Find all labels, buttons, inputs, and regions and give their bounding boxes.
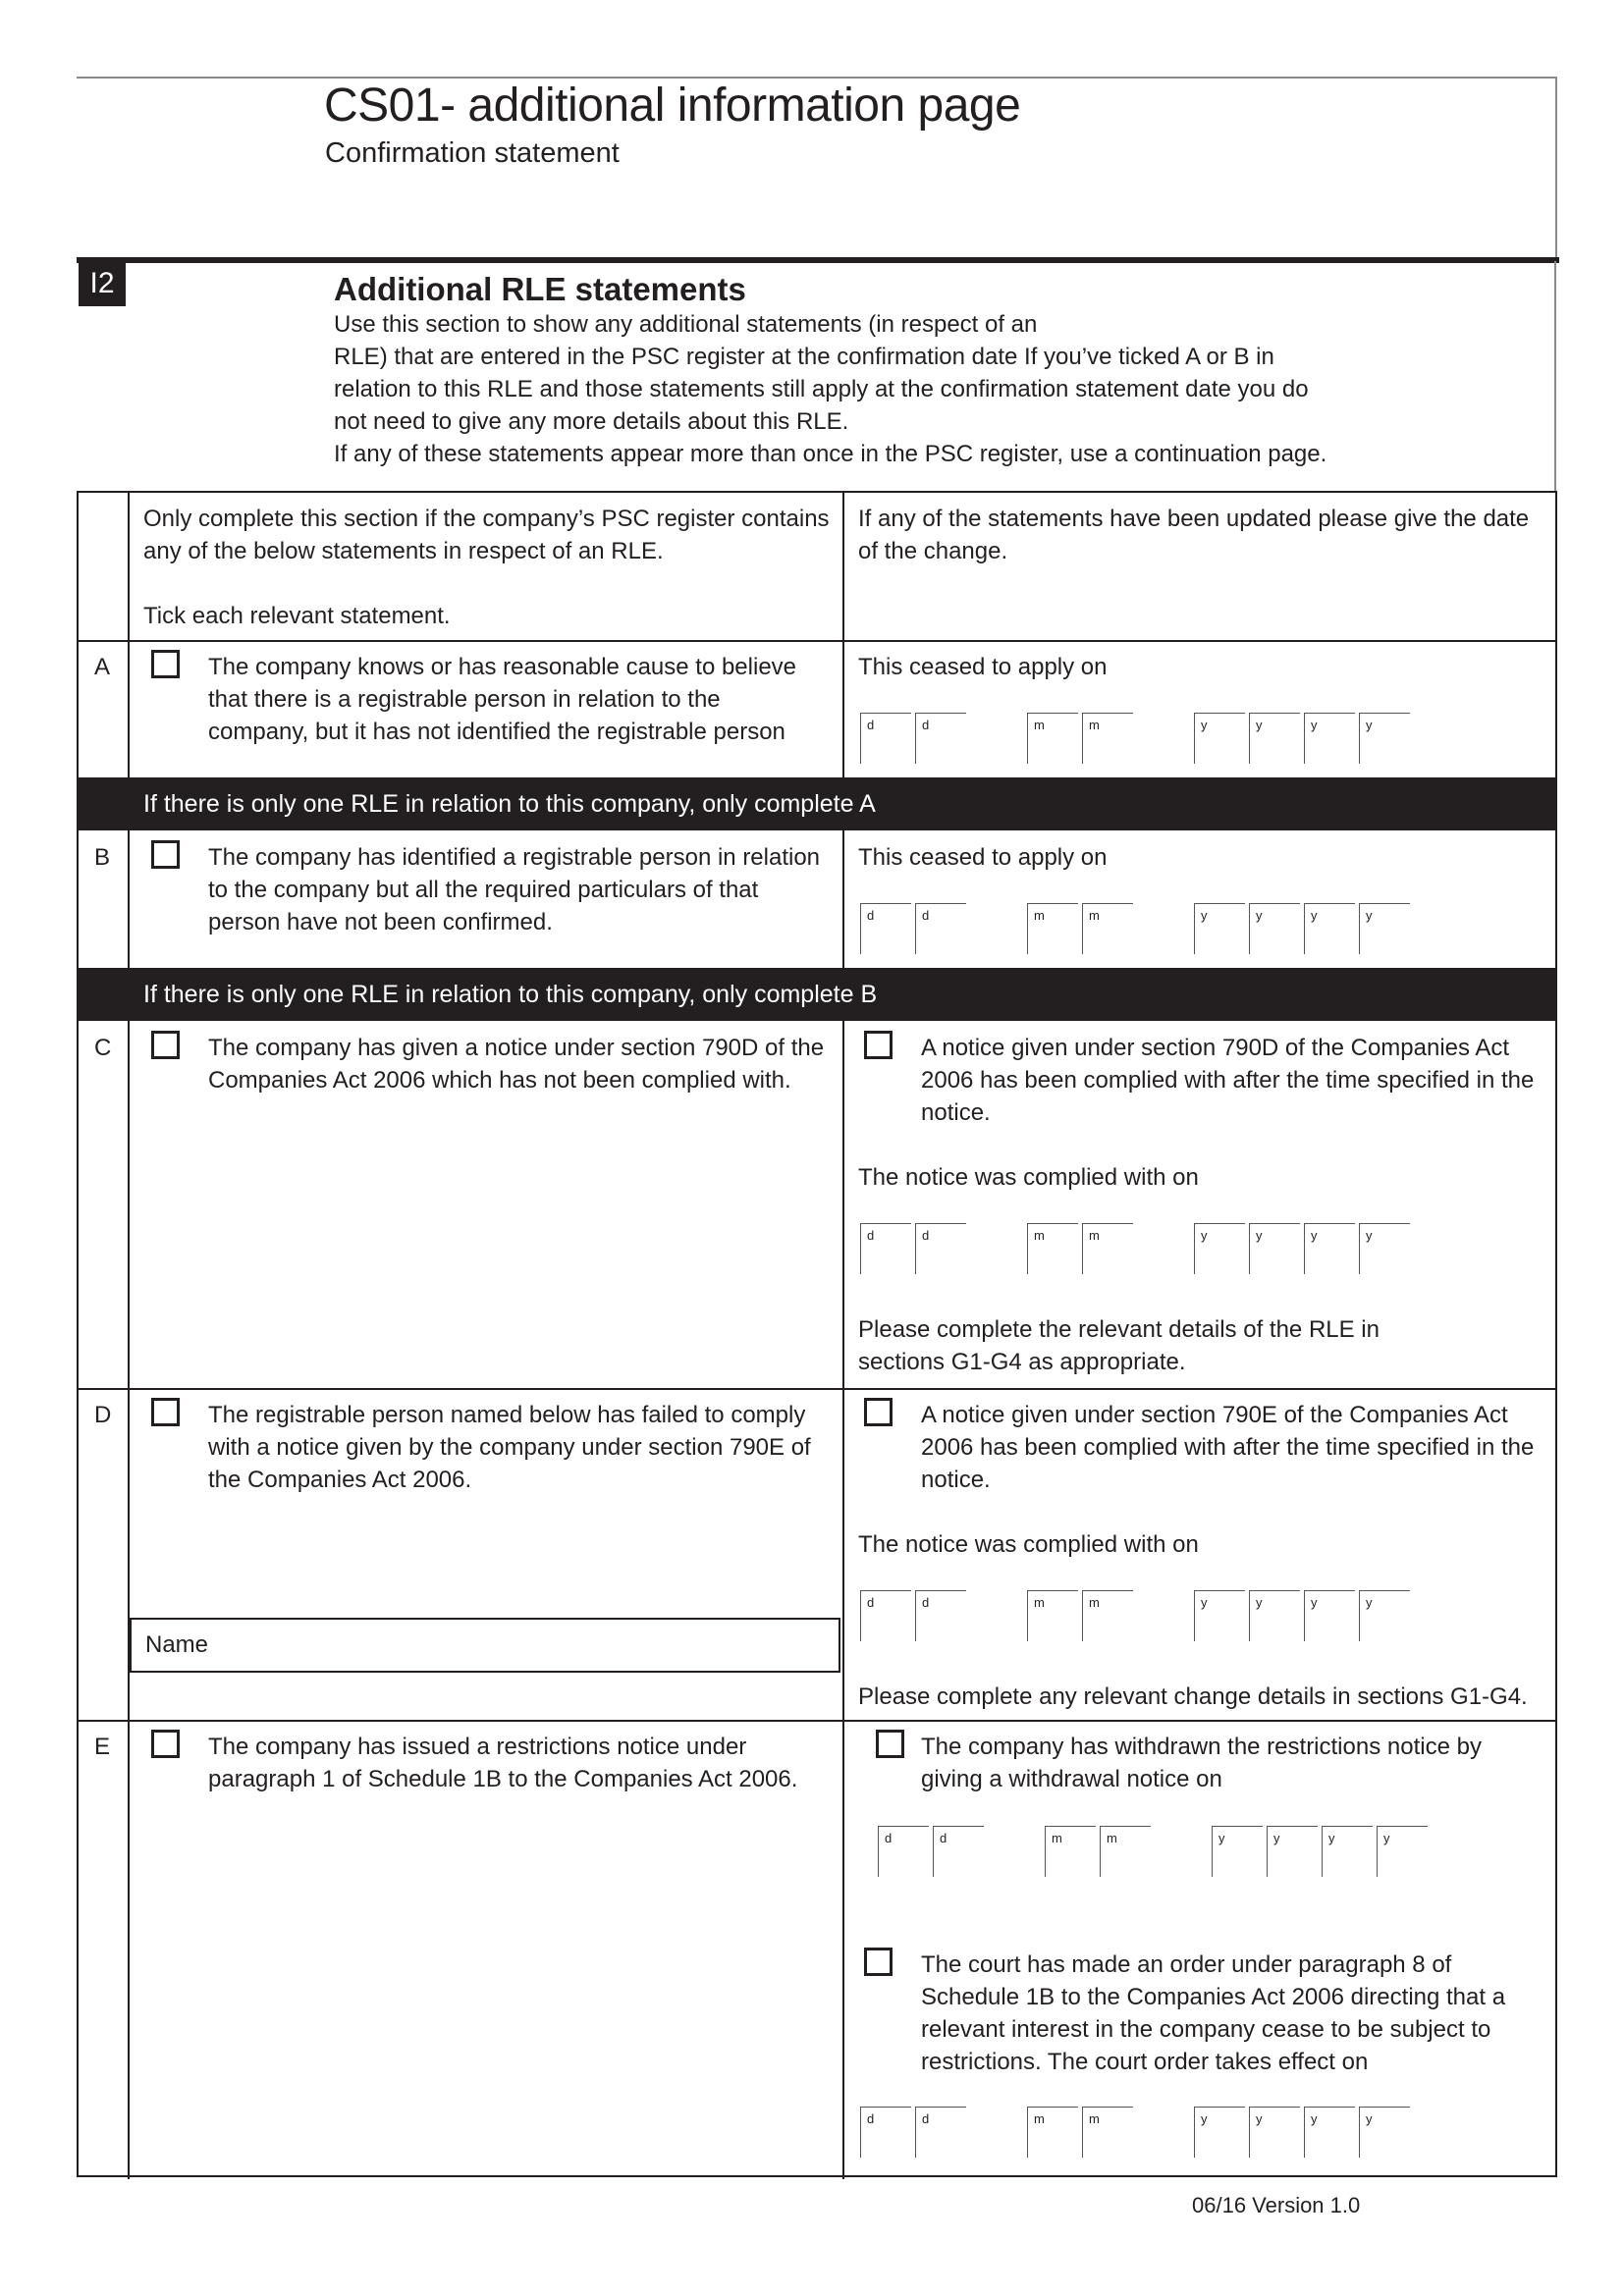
- text-line: 2006 has been complied with after the time specified in the: [921, 1434, 1535, 1461]
- text-line: notice.: [921, 1099, 991, 1126]
- row-divider: [79, 1720, 1555, 1722]
- row-e-withdrawn-text: [921, 1731, 1482, 1795]
- text-line: restrictions. The court order takes effect on: [921, 2049, 1369, 2075]
- checkbox-d-complied[interactable]: [864, 1398, 893, 1426]
- date-digit-m[interactable]: [1027, 903, 1078, 954]
- text-line: any of the below statements in respect of an RLE.: [143, 538, 664, 564]
- date-digit-label: y: [1366, 1228, 1373, 1243]
- date-digit-label: d: [922, 2111, 930, 2126]
- date-digit-y[interactable]: [1249, 903, 1300, 954]
- row-c-statement: [208, 1032, 824, 1096]
- row-e-court-order-date-field[interactable]: [860, 2107, 1410, 2158]
- date-digit-d[interactable]: [915, 713, 966, 764]
- date-digit-y[interactable]: [1304, 713, 1355, 764]
- date-digit-label: d: [867, 908, 875, 923]
- date-digit-y[interactable]: [1359, 2107, 1410, 2158]
- statements-table: [77, 491, 1557, 2177]
- date-digit-label: m: [1034, 718, 1045, 732]
- page-subtitle: Confirmation statement: [325, 137, 620, 169]
- date-digit-label: d: [922, 908, 930, 923]
- date-digit-m[interactable]: [1027, 2107, 1078, 2158]
- row-c-note: [858, 1313, 1380, 1378]
- date-digit-y[interactable]: [1359, 1590, 1410, 1641]
- text-line: the Companies Act 2006.: [208, 1467, 472, 1493]
- text-line: that there is a registrable person in relation to the: [208, 686, 721, 713]
- text-line: of the change.: [858, 538, 1008, 564]
- name-label: Name: [145, 1631, 209, 1658]
- date-digit-label: y: [1201, 718, 1208, 732]
- date-digit-m[interactable]: [1082, 713, 1133, 764]
- text-line: Only complete this section if the company’s PSC register contains: [143, 506, 830, 532]
- row-b-date-field[interactable]: [860, 903, 1410, 954]
- date-digit-label: y: [1311, 2111, 1318, 2126]
- date-digit-label: y: [1383, 1831, 1390, 1845]
- date-digit-label: d: [940, 1831, 947, 1845]
- date-digit-label: y: [1201, 1228, 1208, 1243]
- row-d-complied-label: The notice was complied with on: [858, 1531, 1199, 1558]
- date-digit-y[interactable]: [1249, 1590, 1300, 1641]
- col-divider: [842, 1021, 844, 2179]
- date-digit-label: y: [1218, 1831, 1225, 1845]
- row-b-ceased-label: This ceased to apply on: [858, 844, 1108, 871]
- date-digit-label: m: [1107, 1831, 1117, 1845]
- text-line: with a notice given by the company under section 790E of: [208, 1434, 811, 1461]
- date-digit-label: y: [1328, 1831, 1335, 1845]
- date-digit-d[interactable]: [860, 713, 911, 764]
- date-digit-m[interactable]: [1100, 1826, 1151, 1877]
- date-digit-label: y: [1366, 1595, 1373, 1610]
- date-digit-y[interactable]: [1359, 1223, 1410, 1274]
- date-digit-label: d: [922, 718, 930, 732]
- row-b-statement: [208, 841, 820, 938]
- date-digit-y[interactable]: [1249, 1223, 1300, 1274]
- text-line: person have not been confirmed.: [208, 909, 553, 935]
- text-line: company, but it has not identified the registrable person: [208, 719, 785, 745]
- checkbox-e[interactable]: [151, 1730, 180, 1758]
- checkbox-e-withdrawn[interactable]: [876, 1730, 904, 1758]
- date-digit-y[interactable]: [1267, 1826, 1318, 1877]
- section-number: I2: [79, 261, 126, 306]
- text-line: The company has withdrawn the restrictions notice by: [921, 1734, 1482, 1760]
- section-intro: [334, 308, 1345, 470]
- intro-line: If any of these statements appear more than once in the PSC register, use a continuation page.: [334, 441, 1327, 467]
- date-digit-label: d: [867, 1595, 875, 1610]
- text-line: 2006 has been complied with after the time specified in the: [921, 1067, 1535, 1094]
- date-digit-y[interactable]: [1194, 903, 1245, 954]
- text-line: notice.: [921, 1467, 991, 1493]
- text-line: A notice given under section 790D of the Companies Act: [921, 1035, 1510, 1061]
- checkbox-a[interactable]: [151, 650, 180, 678]
- row-d-note: Please complete any relevant change details in sections G1-G4.: [858, 1683, 1528, 1710]
- row-a-date-field[interactable]: [860, 713, 1410, 764]
- checkbox-e-court-order[interactable]: [864, 1948, 893, 1976]
- row-a-statement: [208, 651, 796, 748]
- name-field[interactable]: [130, 1618, 840, 1673]
- date-digit-d[interactable]: [860, 1590, 911, 1641]
- date-digit-label: y: [1311, 908, 1318, 923]
- row-d-date-field[interactable]: [860, 1590, 1410, 1641]
- col-divider: [128, 1021, 130, 2179]
- date-digit-label: y: [1311, 1595, 1318, 1610]
- date-digit-y[interactable]: [1249, 713, 1300, 764]
- text-line: A notice given under section 790E of the Companies Act: [921, 1402, 1508, 1428]
- row-letter-a: A: [94, 654, 111, 680]
- date-digit-y[interactable]: [1322, 1826, 1373, 1877]
- date-digit-y[interactable]: [1212, 1826, 1263, 1877]
- section-right-rule: [1554, 261, 1556, 493]
- col-divider: [842, 830, 844, 968]
- date-digit-label: m: [1052, 1831, 1062, 1845]
- text-line: The court has made an order under paragraph 8 of: [921, 1951, 1452, 1978]
- checkbox-c[interactable]: [151, 1031, 180, 1059]
- row-c-complied-text: [921, 1032, 1534, 1129]
- row-d-complied-text: [921, 1399, 1534, 1496]
- text-line: sections G1-G4 as appropriate.: [858, 1349, 1186, 1375]
- date-digit-m[interactable]: [1027, 1590, 1078, 1641]
- date-digit-y[interactable]: [1194, 713, 1245, 764]
- date-digit-label: d: [867, 718, 875, 732]
- date-digit-label: m: [1034, 1228, 1045, 1243]
- date-digit-label: y: [1256, 908, 1263, 923]
- page-title: CS01- additional information page: [324, 80, 1021, 132]
- intro-line: RLE) that are entered in the PSC register at the confirmation date If you’ve ticked A or B in: [334, 344, 1274, 370]
- row-e-statement: [208, 1731, 797, 1795]
- text-line: to the company but all the required particulars of that: [208, 877, 759, 903]
- date-digit-m[interactable]: [1082, 1590, 1133, 1641]
- text-line: The registrable person named below has failed to comply: [208, 1402, 806, 1428]
- row-letter-d: D: [94, 1402, 112, 1428]
- text-line: paragraph 1 of Schedule 1B to the Companies Act 2006.: [208, 1766, 798, 1792]
- intro-line: Use this section to show any additional statements (in respect of an: [334, 311, 1038, 338]
- col-divider: [842, 493, 844, 777]
- text-line: The company knows or has reasonable cause to believe: [208, 654, 797, 680]
- checkbox-d[interactable]: [151, 1398, 180, 1426]
- date-digit-label: d: [867, 2111, 875, 2126]
- head-left-text: [143, 503, 830, 632]
- row-c-complied-label: The notice was complied with on: [858, 1164, 1199, 1191]
- date-digit-label: d: [922, 1228, 930, 1243]
- date-digit-label: d: [885, 1831, 893, 1845]
- row-letter-b: B: [94, 844, 111, 871]
- intro-line: relation to this RLE and those statements still apply at the confirmation statement date you do: [334, 376, 1309, 402]
- date-digit-label: m: [1089, 1228, 1100, 1243]
- date-digit-y[interactable]: [1304, 1223, 1355, 1274]
- row-divider: [79, 640, 1555, 642]
- text-line: Companies Act 2006 which has not been complied with.: [208, 1067, 791, 1094]
- row-e-withdrawal-date-field[interactable]: [878, 1826, 1428, 1877]
- date-digit-d[interactable]: [915, 2107, 966, 2158]
- date-digit-y[interactable]: [1359, 713, 1410, 764]
- date-digit-d[interactable]: [915, 1590, 966, 1641]
- date-digit-y[interactable]: [1304, 1590, 1355, 1641]
- date-digit-label: m: [1089, 718, 1100, 732]
- date-digit-label: m: [1034, 1595, 1045, 1610]
- row-divider: [79, 1388, 1555, 1390]
- date-digit-label: y: [1256, 2111, 1263, 2126]
- text-line: Tick each relevant statement.: [143, 603, 451, 629]
- date-digit-label: m: [1089, 2111, 1100, 2126]
- version-footer: 06/16 Version 1.0: [1192, 2193, 1361, 2217]
- text-line: If any of the statements have been updated please give the date: [858, 506, 1530, 532]
- text-line: Schedule 1B to the Companies Act 2006 directing that a: [921, 1984, 1506, 2010]
- text-line: The company has given a notice under section 790D of the: [208, 1035, 825, 1061]
- head-right-text: [858, 503, 1529, 567]
- band-only-complete-a: If there is only one RLE in relation to this company, only complete A: [79, 777, 1555, 830]
- col-divider: [128, 830, 130, 968]
- date-digit-label: m: [1034, 908, 1045, 923]
- row-letter-c: C: [94, 1035, 112, 1061]
- date-digit-label: y: [1201, 1595, 1208, 1610]
- text-line: The company has identified a registrable person in relation: [208, 844, 821, 871]
- date-digit-label: d: [922, 1595, 930, 1610]
- date-digit-d[interactable]: [860, 903, 911, 954]
- text-line: relevant interest in the company cease to be subject to: [921, 2016, 1491, 2043]
- date-digit-label: y: [1366, 908, 1373, 923]
- date-digit-d[interactable]: [915, 903, 966, 954]
- date-digit-d[interactable]: [915, 1223, 966, 1274]
- text-line: The company has issued a restrictions notice under: [208, 1734, 747, 1760]
- section-rule: [77, 257, 1559, 263]
- date-digit-d[interactable]: [878, 1826, 929, 1877]
- date-digit-label: y: [1201, 908, 1208, 923]
- checkbox-c-complied[interactable]: [864, 1031, 893, 1059]
- date-digit-label: y: [1256, 1595, 1263, 1610]
- date-digit-y[interactable]: [1377, 1826, 1428, 1877]
- text-line: Please complete the relevant details of the RLE in: [858, 1316, 1380, 1343]
- checkbox-b[interactable]: [151, 840, 180, 869]
- date-digit-m[interactable]: [1027, 713, 1078, 764]
- date-digit-label: m: [1034, 2111, 1045, 2126]
- row-a-ceased-label: This ceased to apply on: [858, 654, 1108, 680]
- date-digit-label: d: [867, 1228, 875, 1243]
- date-digit-label: y: [1273, 1831, 1280, 1845]
- date-digit-m[interactable]: [1027, 1223, 1078, 1274]
- date-digit-d[interactable]: [933, 1826, 984, 1877]
- section-title: Additional RLE statements: [334, 271, 746, 307]
- date-digit-label: y: [1256, 1228, 1263, 1243]
- date-digit-label: y: [1256, 718, 1263, 732]
- date-digit-y[interactable]: [1194, 1590, 1245, 1641]
- text-line: [143, 567, 830, 600]
- date-digit-m[interactable]: [1082, 903, 1133, 954]
- date-digit-m[interactable]: [1045, 1826, 1096, 1877]
- text-line: giving a withdrawal notice on: [921, 1766, 1222, 1792]
- intro-line: not need to give any more details about this RLE.: [334, 408, 849, 435]
- row-d-statement: [208, 1399, 811, 1496]
- band-only-complete-b: If there is only one RLE in relation to this company, only complete B: [79, 968, 1555, 1021]
- date-digit-y[interactable]: [1304, 903, 1355, 954]
- date-digit-y[interactable]: [1249, 2107, 1300, 2158]
- date-digit-d[interactable]: [860, 1223, 911, 1274]
- date-digit-label: y: [1311, 718, 1318, 732]
- date-digit-y[interactable]: [1194, 2107, 1245, 2158]
- date-digit-label: y: [1366, 2111, 1373, 2126]
- date-digit-label: y: [1311, 1228, 1318, 1243]
- date-digit-m[interactable]: [1082, 1223, 1133, 1274]
- date-digit-label: y: [1201, 2111, 1208, 2126]
- date-digit-label: m: [1089, 908, 1100, 923]
- date-digit-y[interactable]: [1359, 903, 1410, 954]
- date-digit-label: m: [1089, 1595, 1100, 1610]
- row-letter-e: E: [94, 1734, 111, 1760]
- date-digit-y[interactable]: [1304, 2107, 1355, 2158]
- date-digit-d[interactable]: [860, 2107, 911, 2158]
- row-e-court-order-text: [921, 1949, 1505, 2078]
- row-c-date-field[interactable]: [860, 1223, 1410, 1274]
- date-digit-y[interactable]: [1194, 1223, 1245, 1274]
- col-divider: [128, 493, 130, 777]
- date-digit-label: y: [1366, 718, 1373, 732]
- date-digit-m[interactable]: [1082, 2107, 1133, 2158]
